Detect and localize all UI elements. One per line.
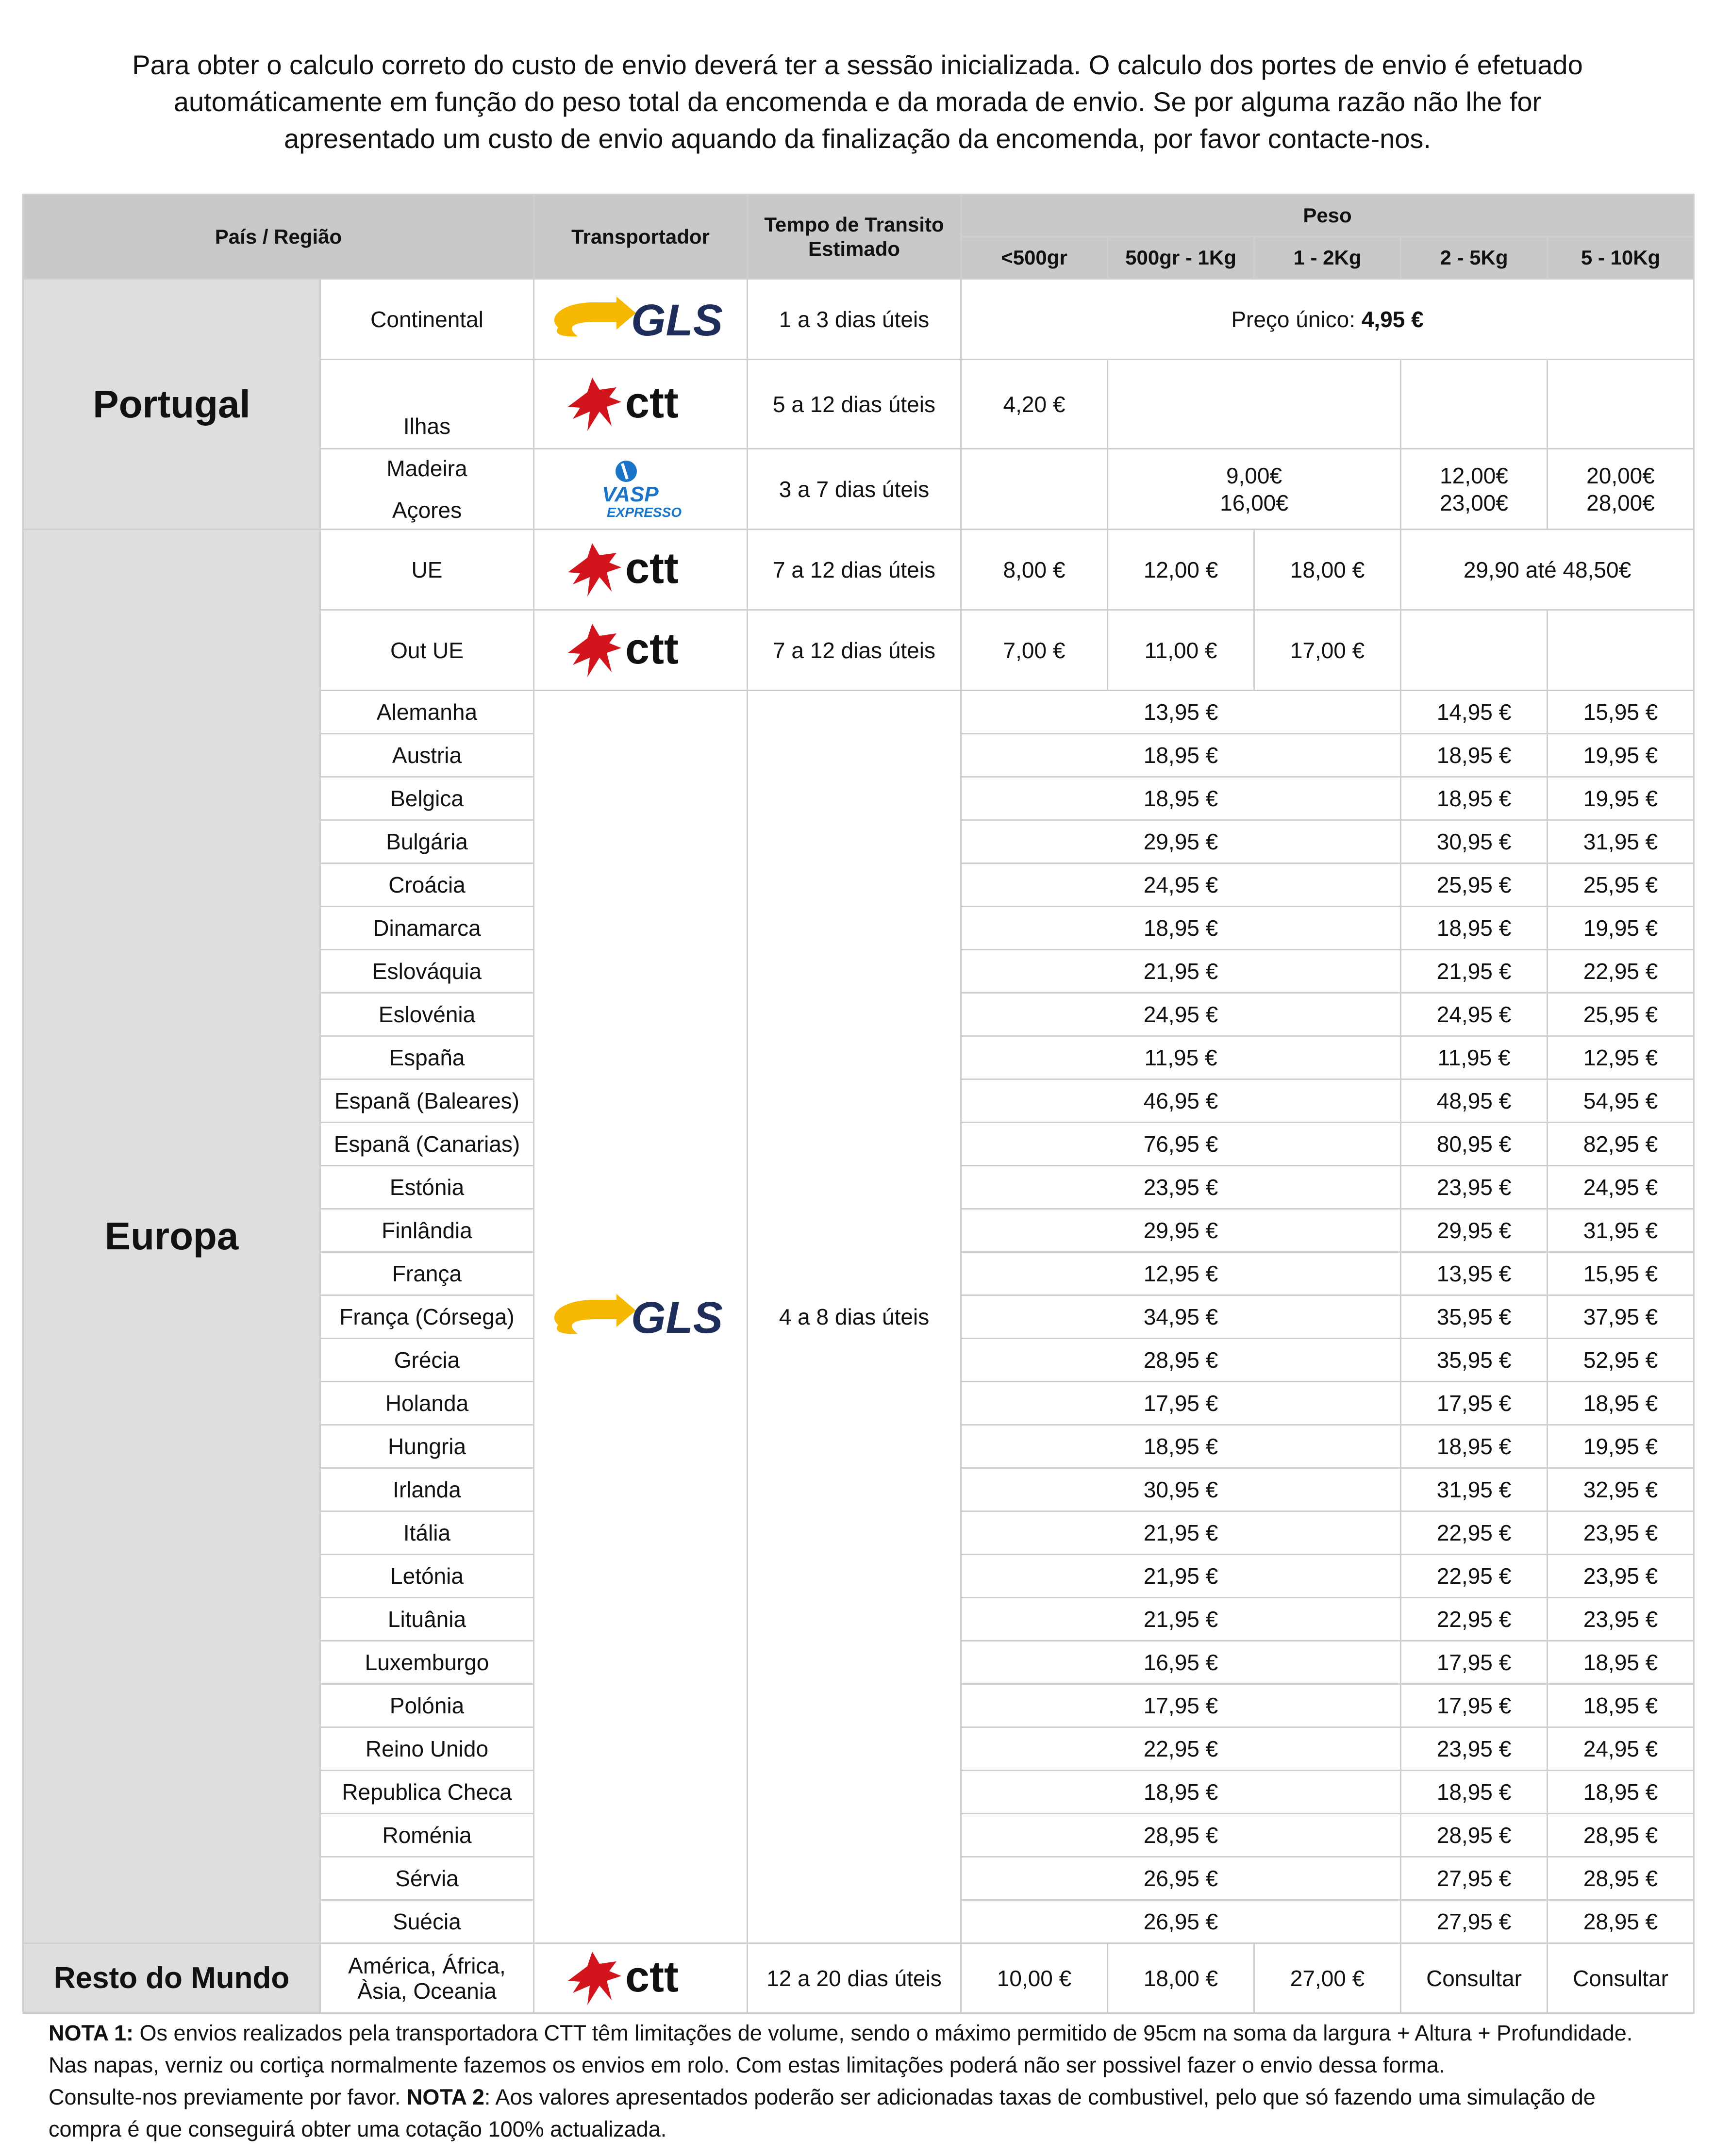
shipping-rates-table [22,194,1695,2014]
price-w4: 22,95 € [1401,1598,1548,1641]
country-name: Eslováquia [320,950,534,993]
price-w1-w3: 18,95 € [961,734,1401,777]
price-w1-w3: 13,95 € [961,691,1401,734]
price-value: 4,95 € [1361,306,1424,332]
price-w5: 23,95 € [1548,1555,1694,1598]
price-w5: 18,95 € [1548,1684,1694,1727]
country-name: Lituânia [320,1598,534,1641]
gls-logo-icon [544,293,738,346]
price-w4: 18,95 € [1401,777,1548,820]
destination-ue: UE [320,530,534,610]
price-w4: 27,95 € [1401,1857,1548,1900]
gls-logo-text: GLS [631,1293,723,1343]
destination-continental: Continental [320,279,534,360]
carrier-vasp [534,449,748,530]
price-w5: 15,95 € [1548,691,1694,734]
country-name: Espanã (Canarias) [320,1123,534,1166]
price-w5: 54,95 € [1548,1079,1694,1123]
price-w1-w3: 29,95 € [961,820,1401,863]
gls-logo-icon [544,1290,738,1343]
price-ue-w1: 8,00 € [961,530,1108,610]
country-name: Roménia [320,1814,534,1857]
price-w1-w3: 16,95 € [961,1641,1401,1684]
header-transit: Tempo de Transito Estimado [748,195,961,279]
price-w5: 82,95 € [1548,1123,1694,1166]
price-w1-w3: 26,95 € [961,1900,1401,1943]
ctt-logo-text: ctt [625,378,679,427]
country-name: Bulgária [320,820,534,863]
price-w4: 17,95 € [1401,1684,1548,1727]
price-out-ue-w5 [1548,610,1694,691]
price-world-w2: 18,00 € [1108,1943,1254,2013]
ctt-logo-icon [558,538,723,601]
header-weight: Peso [961,195,1694,237]
price-w5: 25,95 € [1548,863,1694,907]
country-name: Letónia [320,1555,534,1598]
price-prefix: Preço único: [1231,306,1362,332]
price-w5: 18,95 € [1548,1382,1694,1425]
carrier-ctt [534,610,748,691]
transit-gls-europe: 4 a 8 dias úteis [748,691,961,1943]
country-name: Finlândia [320,1209,534,1252]
price-w4: 18,95 € [1401,734,1548,777]
price-acores-w4b: 23,00€ [1440,490,1508,515]
price-w5: 19,95 € [1548,734,1694,777]
ctt-logo-text: ctt [625,624,679,673]
price-w5: 19,95 € [1548,777,1694,820]
price-w1-w3: 22,95 € [961,1727,1401,1771]
price-w1-w3: 17,95 € [961,1684,1401,1727]
region-portugal: Portugal [23,279,320,530]
country-name: França [320,1252,534,1295]
price-w4: 17,95 € [1401,1382,1548,1425]
price-w5: 22,95 € [1548,950,1694,993]
price-w4: 35,95 € [1401,1339,1548,1382]
price-w4: 35,95 € [1401,1295,1548,1339]
price-w5: 28,95 € [1548,1814,1694,1857]
carrier-ctt [534,1943,748,2013]
price-madeira-w2-w3 [1108,449,1401,530]
header-weight-4: 2 - 5Kg [1401,237,1548,279]
note-line-3-start: Consulte-nos previamente por favor. [49,2085,407,2109]
price-w1-w3: 18,95 € [961,1425,1401,1468]
country-name: Reino Unido [320,1727,534,1771]
ctt-logo-text: ctt [625,1952,679,2001]
price-w1-w3: 21,95 € [961,1555,1401,1598]
vasp-logo-text: VASP [601,482,659,506]
country-name: Espanã (Baleares) [320,1079,534,1123]
price-madeira-w1 [961,449,1108,530]
price-w5: 24,95 € [1548,1727,1694,1771]
price-w5: 18,95 € [1548,1771,1694,1814]
price-w5: 37,95 € [1548,1295,1694,1339]
price-w4: 13,95 € [1401,1252,1548,1295]
destination-acores: Açores [392,497,462,523]
price-w1-w3: 28,95 € [961,1814,1401,1857]
transit-out-ue: 7 a 12 dias úteis [748,610,961,691]
price-w1-w3: 21,95 € [961,950,1401,993]
price-w4: 17,95 € [1401,1641,1548,1684]
price-ue-w3: 18,00 € [1254,530,1401,610]
price-w4: 23,95 € [1401,1166,1548,1209]
note-1-label: NOTA 1: [49,2021,133,2045]
price-w5: 19,95 € [1548,1425,1694,1468]
header-weight-5: 5 - 10Kg [1548,237,1694,279]
price-ue-w4-w5: 29,90 até 48,50€ [1401,530,1694,610]
note-2-label: NOTA 2 [406,2085,484,2109]
price-w4: 29,95 € [1401,1209,1548,1252]
price-w1-w3: 29,95 € [961,1209,1401,1252]
footnotes [49,2017,1689,2145]
destination-madeira-acores [320,449,534,530]
note-2 [49,2081,1689,2113]
price-w1-w3: 28,95 € [961,1339,1401,1382]
price-world-w4: Consultar [1401,1943,1548,2013]
price-ilhas-w2-w3 [1108,360,1401,449]
price-w4: 30,95 € [1401,820,1548,863]
country-name: Sérvia [320,1857,534,1900]
header-weight-1: <500gr [961,237,1108,279]
price-w1-w3: 24,95 € [961,993,1401,1036]
price-madeira-w5 [1548,449,1694,530]
price-w1-w3: 12,95 € [961,1252,1401,1295]
destination-ilhas [320,360,534,449]
country-name: Irlanda [320,1468,534,1511]
price-world-w1: 10,00 € [961,1943,1108,2013]
price-w4: 48,95 € [1401,1079,1548,1123]
price-w5: 23,95 € [1548,1598,1694,1641]
region-world: Resto do Mundo [23,1943,320,2013]
note-1 [49,2017,1689,2049]
price-w5: 18,95 € [1548,1641,1694,1684]
carrier-gls [534,691,748,1943]
intro-text [29,47,1686,157]
price-world-w5: Consultar [1548,1943,1694,2013]
price-out-ue-w2: 11,00 € [1108,610,1254,691]
country-name: França (Córsega) [320,1295,534,1339]
ctt-logo-icon [558,1947,723,2010]
price-w5: 31,95 € [1548,820,1694,863]
price-w1-w3: 18,95 € [961,907,1401,950]
ctt-logo-icon [558,619,723,682]
intro-line-1: Para obter o calculo correto do custo de envio deverá ter a sessão inicializada. O calculo dos portes de envio é efetuado [132,50,1583,80]
price-w4: 18,95 € [1401,1771,1548,1814]
price-w5: 52,95 € [1548,1339,1694,1382]
destination-world-line1: América, África, [348,1953,506,1978]
note-2-text: : Aos valores apresentados poderão ser adicionadas taxas de combustivel, pelo que só fazendo uma simulação de [484,2085,1596,2109]
price-w5: 28,95 € [1548,1857,1694,1900]
country-name: Grécia [320,1339,534,1382]
price-ilhas-w4 [1401,360,1548,449]
price-w1-w3: 21,95 € [961,1598,1401,1641]
price-w4: 22,95 € [1401,1511,1548,1555]
gls-logo-text: GLS [631,295,723,345]
header-weight-2: 500gr - 1Kg [1108,237,1254,279]
ctt-logo-icon [558,373,723,436]
country-name: Austria [320,734,534,777]
carrier-ctt [534,360,748,449]
country-name: Polónia [320,1684,534,1727]
header-weight-3: 1 - 2Kg [1254,237,1401,279]
destination-ilhas-label: Ilhas [403,414,451,439]
country-name: Holanda [320,1382,534,1425]
carrier-ctt [534,530,748,610]
price-w1-w3: 11,95 € [961,1036,1401,1079]
country-name: Eslovénia [320,993,534,1036]
price-w4: 14,95 € [1401,691,1548,734]
price-w4: 18,95 € [1401,907,1548,950]
country-name: España [320,1036,534,1079]
price-w1-w3: 26,95 € [961,1857,1401,1900]
ctt-logo-text: ctt [625,544,679,593]
intro-line-3: apresentado um custo de envio aquando da finalização da encomenda, por favor contacte-nos. [284,123,1431,154]
row-continental [23,279,1694,360]
transit-continental: 1 a 3 dias úteis [748,279,961,360]
price-w4: 24,95 € [1401,993,1548,1036]
price-w1-w3: 21,95 € [961,1511,1401,1555]
price-ilhas-w1: 4,20 € [961,360,1108,449]
price-w4: 25,95 € [1401,863,1548,907]
price-w1-w3: 30,95 € [961,1468,1401,1511]
price-w5: 32,95 € [1548,1468,1694,1511]
country-name: Itália [320,1511,534,1555]
price-w4: 31,95 € [1401,1468,1548,1511]
transit-world: 12 a 20 dias úteis [748,1943,961,2013]
price-out-ue-w4 [1401,610,1548,691]
vasp-logo-subtext: EXPRESSO [606,504,682,520]
price-acores-w5b: 28,00€ [1586,490,1655,515]
region-europa: Europa [23,530,320,1943]
price-acores-mid2: 16,00€ [1220,490,1288,515]
carrier-gls [534,279,748,360]
price-w1-w3: 18,95 € [961,777,1401,820]
price-ue-w2: 12,00 € [1108,530,1254,610]
price-w5: 23,95 € [1548,1511,1694,1555]
price-w4: 28,95 € [1401,1814,1548,1857]
price-w4: 23,95 € [1401,1727,1548,1771]
row-world [23,1943,1694,2013]
country-name: Alemanha [320,691,534,734]
price-out-ue-w3: 17,00 € [1254,610,1401,691]
country-name: Suécia [320,1900,534,1943]
price-ilhas-w5 [1548,360,1694,449]
price-w1-w3: 24,95 € [961,863,1401,907]
intro-line-2: automáticamente em função do peso total da encomenda e da morada de envio. Se por alguma razão não lhe for [173,86,1542,117]
price-w5: 15,95 € [1548,1252,1694,1295]
note-line-4: compra é que conseguirá obter uma cotação 100% actualizada. [49,2117,667,2141]
destination-world-line2: Àsia, Oceania [357,1978,497,2004]
price-madeira-mid1: 9,00€ [1226,463,1282,488]
country-name: Hungria [320,1425,534,1468]
header-region: País / Região [23,195,534,279]
price-madeira-w4 [1401,449,1548,530]
price-w4: 18,95 € [1401,1425,1548,1468]
note-line-2: Nas napas, verniz ou cortiça normalmente fazemos os envios em rolo. Com estas limitações poderá não ser possivel fazer o envio dessa forma. [49,2053,1445,2077]
vasp-logo-icon [592,458,689,521]
price-w1-w3: 17,95 € [961,1382,1401,1425]
price-madeira-w4a: 12,00€ [1440,463,1508,488]
country-name: Croácia [320,863,534,907]
transit-madeira-acores: 3 a 7 dias úteis [748,449,961,530]
price-w4: 21,95 € [1401,950,1548,993]
price-w1-w3: 18,95 € [961,1771,1401,1814]
destination-world [320,1943,534,2013]
price-w4: 11,95 € [1401,1036,1548,1079]
price-w5: 25,95 € [1548,993,1694,1036]
country-name: Estónia [320,1166,534,1209]
note-1-text: Os envios realizados pela transportadora CTT têm limitações de volume, sendo o máximo permitido de 95cm na soma da largura + Altura + Profundidade. [133,2021,1633,2045]
row-ue [23,530,1694,610]
header-carrier: Transportador [534,195,748,279]
price-w4: 27,95 € [1401,1900,1548,1943]
country-name: Republica Checa [320,1771,534,1814]
price-w5: 19,95 € [1548,907,1694,950]
transit-ue: 7 a 12 dias úteis [748,530,961,610]
price-w5: 12,95 € [1548,1036,1694,1079]
destination-out-ue: Out UE [320,610,534,691]
price-madeira-w5a: 20,00€ [1586,463,1655,488]
price-w5: 28,95 € [1548,1900,1694,1943]
price-out-ue-w1: 7,00 € [961,610,1108,691]
country-name: Belgica [320,777,534,820]
destination-madeira: Madeira [386,455,467,481]
price-w5: 31,95 € [1548,1209,1694,1252]
price-w1-w3: 34,95 € [961,1295,1401,1339]
price-w4: 80,95 € [1401,1123,1548,1166]
price-w4: 22,95 € [1401,1555,1548,1598]
country-name: Dinamarca [320,907,534,950]
price-w1-w3: 76,95 € [961,1123,1401,1166]
price-continental [961,279,1694,360]
transit-ilhas: 5 a 12 dias úteis [748,360,961,449]
price-w5: 24,95 € [1548,1166,1694,1209]
price-world-w3: 27,00 € [1254,1943,1401,2013]
country-name: Luxemburgo [320,1641,534,1684]
price-w1-w3: 46,95 € [961,1079,1401,1123]
price-w1-w3: 23,95 € [961,1166,1401,1209]
